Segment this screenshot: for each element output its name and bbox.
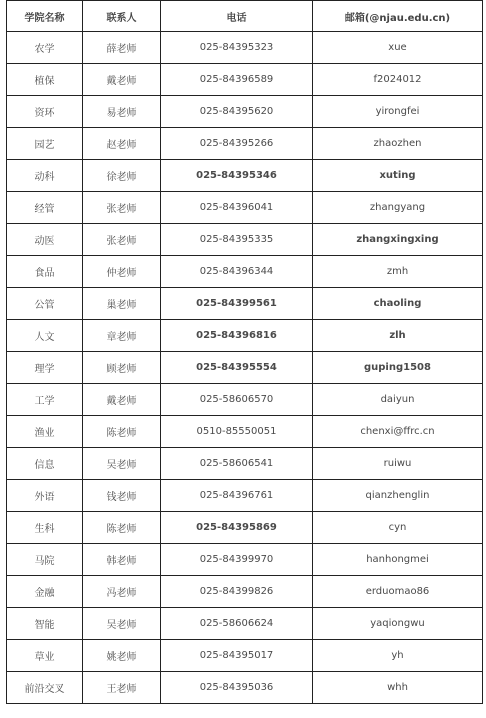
table-row — [7, 288, 483, 320]
cell-email: chaoling — [313, 288, 483, 320]
cell-email: zhangxingxing — [313, 224, 483, 256]
cell-college: 金融 — [7, 576, 83, 608]
cell-phone: 025-84395266 — [161, 128, 313, 160]
header-row — [7, 1, 483, 32]
cell-college: 工学 — [7, 384, 83, 416]
cell-email: xuting — [313, 160, 483, 192]
cell-phone: 025-84395323 — [161, 32, 313, 64]
contact-table — [6, 0, 483, 704]
table-row — [7, 96, 483, 128]
cell-college: 动科 — [7, 160, 83, 192]
cell-email: yaqiongwu — [313, 608, 483, 640]
cell-college: 理学 — [7, 352, 83, 384]
cell-college: 草业 — [7, 640, 83, 672]
cell-phone: 025-84395346 — [161, 160, 313, 192]
cell-contact: 赵老师 — [83, 128, 161, 160]
table-row — [7, 320, 483, 352]
cell-college: 马院 — [7, 544, 83, 576]
cell-contact: 韩老师 — [83, 544, 161, 576]
cell-college: 生科 — [7, 512, 83, 544]
cell-phone: 025-58606541 — [161, 448, 313, 480]
cell-phone: 025-58606624 — [161, 608, 313, 640]
table-row — [7, 672, 483, 704]
cell-email: guping1508 — [313, 352, 483, 384]
table-row — [7, 448, 483, 480]
cell-contact: 陈老师 — [83, 512, 161, 544]
cell-phone: 025-84396589 — [161, 64, 313, 96]
cell-phone: 0510-85550051 — [161, 416, 313, 448]
table-row — [7, 608, 483, 640]
cell-phone: 025-84395335 — [161, 224, 313, 256]
cell-email: ruiwu — [313, 448, 483, 480]
cell-contact: 王老师 — [83, 672, 161, 704]
cell-college: 园艺 — [7, 128, 83, 160]
cell-email: zmh — [313, 256, 483, 288]
cell-email: whh — [313, 672, 483, 704]
header-college: 学院名称 — [7, 1, 83, 32]
cell-email: chenxi@ffrc.cn — [313, 416, 483, 448]
cell-college: 渔业 — [7, 416, 83, 448]
cell-phone: 025-84395554 — [161, 352, 313, 384]
table-row — [7, 256, 483, 288]
cell-college: 经管 — [7, 192, 83, 224]
cell-contact: 顾老师 — [83, 352, 161, 384]
cell-phone: 025-58606570 — [161, 384, 313, 416]
table-body — [7, 32, 483, 704]
table-row — [7, 512, 483, 544]
cell-college: 信息 — [7, 448, 83, 480]
cell-contact: 章老师 — [83, 320, 161, 352]
cell-email: zlh — [313, 320, 483, 352]
cell-email: f2024012 — [313, 64, 483, 96]
header-contact: 联系人 — [83, 1, 161, 32]
cell-contact: 张老师 — [83, 192, 161, 224]
cell-college: 公管 — [7, 288, 83, 320]
cell-phone: 025-84399970 — [161, 544, 313, 576]
cell-college: 植保 — [7, 64, 83, 96]
cell-email: zhaozhen — [313, 128, 483, 160]
table-row — [7, 352, 483, 384]
cell-phone: 025-84396041 — [161, 192, 313, 224]
contact-table-container — [6, 0, 482, 704]
cell-contact: 徐老师 — [83, 160, 161, 192]
cell-email: zhangyang — [313, 192, 483, 224]
cell-email: daiyun — [313, 384, 483, 416]
cell-college: 动医 — [7, 224, 83, 256]
cell-contact: 仲老师 — [83, 256, 161, 288]
header-email: 邮箱(@njau.edu.cn) — [313, 1, 483, 32]
cell-phone: 025-84399561 — [161, 288, 313, 320]
cell-college: 外语 — [7, 480, 83, 512]
cell-email: cyn — [313, 512, 483, 544]
cell-contact: 戴老师 — [83, 384, 161, 416]
cell-contact: 易老师 — [83, 96, 161, 128]
cell-college: 资环 — [7, 96, 83, 128]
table-row — [7, 544, 483, 576]
table-row — [7, 192, 483, 224]
cell-phone: 025-84395036 — [161, 672, 313, 704]
cell-email: yh — [313, 640, 483, 672]
cell-contact: 吴老师 — [83, 608, 161, 640]
header-phone: 电话 — [161, 1, 313, 32]
table-row — [7, 128, 483, 160]
cell-contact: 钱老师 — [83, 480, 161, 512]
cell-phone: 025-84395869 — [161, 512, 313, 544]
cell-college: 人文 — [7, 320, 83, 352]
cell-phone: 025-84396816 — [161, 320, 313, 352]
table-row — [7, 224, 483, 256]
cell-contact: 张老师 — [83, 224, 161, 256]
cell-contact: 冯老师 — [83, 576, 161, 608]
cell-phone: 025-84396761 — [161, 480, 313, 512]
table-row — [7, 160, 483, 192]
cell-contact: 陈老师 — [83, 416, 161, 448]
cell-contact: 戴老师 — [83, 64, 161, 96]
cell-contact: 姚老师 — [83, 640, 161, 672]
table-row — [7, 480, 483, 512]
table-header — [7, 1, 483, 32]
cell-phone: 025-84395620 — [161, 96, 313, 128]
cell-college: 农学 — [7, 32, 83, 64]
cell-email: erduomao86 — [313, 576, 483, 608]
cell-contact: 巢老师 — [83, 288, 161, 320]
cell-phone: 025-84399826 — [161, 576, 313, 608]
table-row — [7, 416, 483, 448]
cell-phone: 025-84395017 — [161, 640, 313, 672]
cell-email: yirongfei — [313, 96, 483, 128]
cell-college: 智能 — [7, 608, 83, 640]
cell-college: 食品 — [7, 256, 83, 288]
cell-contact: 薛老师 — [83, 32, 161, 64]
cell-email: hanhongmei — [313, 544, 483, 576]
table-row — [7, 576, 483, 608]
table-row — [7, 32, 483, 64]
table-row — [7, 64, 483, 96]
cell-college: 前沿交叉 — [7, 672, 83, 704]
table-row — [7, 640, 483, 672]
cell-phone: 025-84396344 — [161, 256, 313, 288]
cell-contact: 吴老师 — [83, 448, 161, 480]
table-row — [7, 384, 483, 416]
cell-email: qianzhenglin — [313, 480, 483, 512]
cell-email: xue — [313, 32, 483, 64]
